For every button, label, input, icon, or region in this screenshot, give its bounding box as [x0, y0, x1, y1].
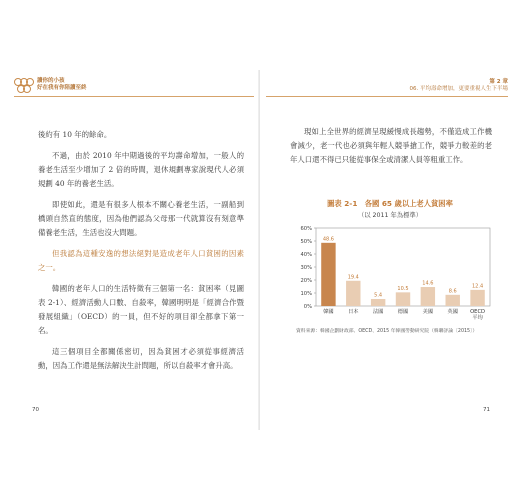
- chapter-subtitle: 06. 平均壽命增加，更要重視人生下半場: [409, 86, 508, 92]
- paragraph: 後約有 10 年的餘命。: [38, 130, 112, 139]
- y-tick-label: 30%: [300, 265, 312, 271]
- y-tick-label: 10%: [300, 291, 312, 297]
- data-label: 8.6: [448, 288, 457, 295]
- poverty-rate-bar-chart: [290, 222, 496, 325]
- category-label: OECD: [470, 309, 486, 315]
- bar: [371, 299, 385, 306]
- running-header-right: [410, 79, 509, 93]
- paragraph: 這三個項目全都關係密切，因為貧困才必須從事經濟活動，因為工作還是無法解決生計問題，所以自殺率才會升高。: [38, 347, 244, 370]
- y-tick-label: 40%: [300, 252, 312, 258]
- running-header-left: [37, 78, 87, 92]
- left-page: [0, 70, 260, 430]
- bar: [470, 290, 484, 306]
- category-label: 德國: [397, 309, 409, 315]
- y-tick-label: 50%: [300, 239, 312, 245]
- chart-source-note: 資料來源：韓國企劃財政部、OECD、2015 年韓國勞動研究院（韓聯評論〔2015〕）: [296, 329, 478, 334]
- data-label: 12.4: [472, 283, 484, 290]
- book-logo-icon: [14, 78, 34, 94]
- highlighted-paragraph: 但我認為這種安逸的想法絕對是造成老年人口貧困的因素之一。: [38, 249, 244, 272]
- paragraph: 現如上全世界的經濟呈現緩慢成長趨勢，不僅造成工作機會減少，老一代也必須與年輕人競爭搶工作，競爭力較差的老年人口還不得已只能從事保全或清潔人員等粗重工作。: [290, 127, 492, 164]
- page-number: 71: [483, 407, 490, 413]
- chapter-label: 第 2 章: [489, 79, 508, 85]
- y-tick-label: 0%: [303, 304, 312, 310]
- category-label: 日本: [348, 309, 359, 315]
- left-body-text: [38, 128, 244, 380]
- book-spread: [0, 70, 520, 430]
- right-body-text: [290, 125, 492, 174]
- bar: [396, 292, 410, 306]
- header-rule: [14, 96, 254, 97]
- category-label: 美國: [422, 309, 434, 315]
- data-label: 10.5: [397, 285, 409, 292]
- y-tick-label: 20%: [300, 278, 312, 284]
- category-label: 法國: [372, 309, 384, 315]
- book-title-line2: 好在我有你陪讀至終: [37, 85, 87, 91]
- category-label: 韓國: [323, 309, 334, 315]
- bar: [346, 281, 360, 306]
- header-rule: [266, 96, 508, 97]
- right-page: [260, 70, 520, 430]
- category-label: 英國: [447, 309, 458, 315]
- category-label: 平均: [472, 315, 483, 321]
- data-label: 19.4: [347, 274, 359, 281]
- y-tick-label: 60%: [300, 226, 312, 232]
- data-label: 14.6: [422, 280, 434, 287]
- chart-title: 圖表 2-1 各國 65 歲以上老人貧困率: [327, 199, 453, 208]
- data-label: 5.4: [374, 292, 383, 299]
- paragraph: 韓國的老年人口的生活特徵有三個第一名：貧困率（見圖表 2-1）、經濟活動人口數、自殺率，韓國明明是「經濟合作暨發展組織」（OECD）的一員，但不好的項目卻全都拿下第一名。: [38, 284, 244, 335]
- paragraph: 即使如此，還是有很多人根本不關心養老生活，一副船到橋頭自然直的態度，因為他們認為父母那一代就算沒有刻意準備養老生活，生活也沒大問題。: [38, 200, 244, 237]
- bar: [321, 243, 335, 306]
- paragraph: 不過，由於 2010 年中期過後的平均壽命增加，一般人的養老生活至少增加了 2 倍的時間，退休規劃專家說現代人必須規劃 40 年的養老生活。: [38, 151, 244, 188]
- data-label: 48.6: [322, 236, 334, 243]
- bar: [446, 295, 460, 306]
- chart-subtitle: （以 2011 年為標準）: [357, 212, 423, 219]
- book-title-line1: 讀你的小孩: [37, 78, 65, 84]
- page-number: 70: [32, 407, 39, 413]
- bar: [421, 287, 435, 306]
